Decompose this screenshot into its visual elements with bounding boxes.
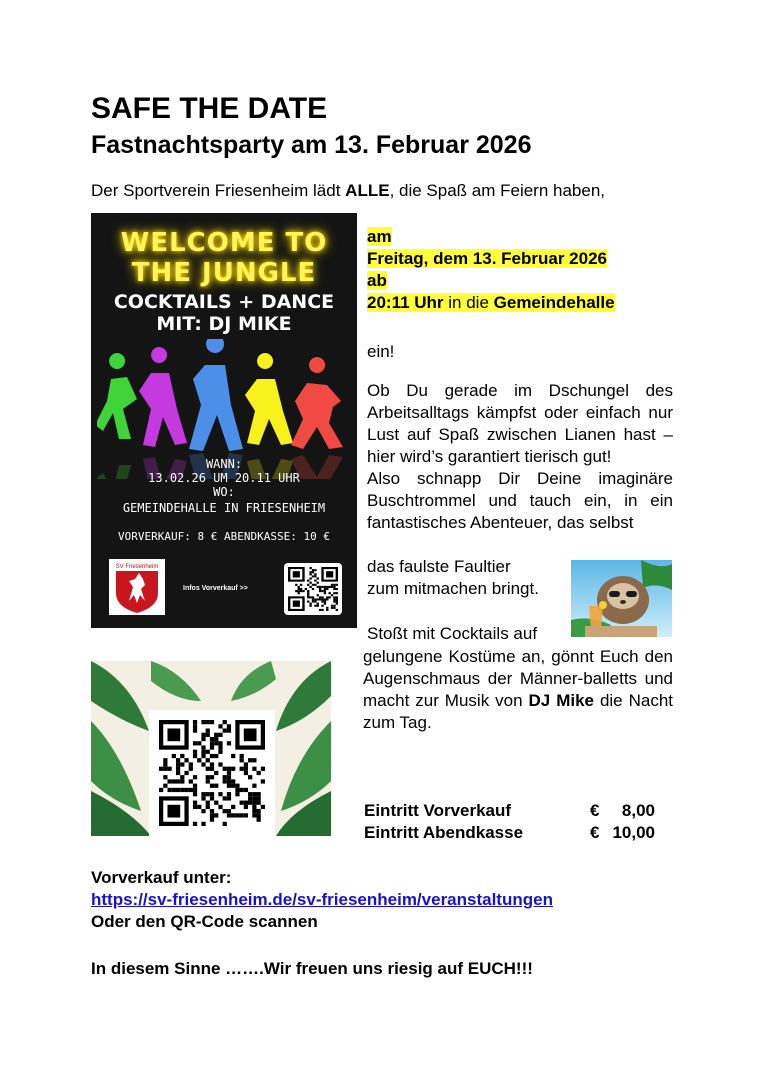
poster-presale-link: Infos Vorverkauf >>: [183, 585, 248, 592]
poster-where-label: WO:: [213, 485, 235, 499]
sloth-cocktail-image: [571, 560, 672, 637]
poster-headline: WELCOME TO: [120, 228, 328, 258]
body-paragraph-2c: zum mitmachen bringt.: [367, 579, 539, 598]
schedule-ein: ein!: [367, 342, 395, 361]
body-paragraph-3a: Stoßt mit Cocktails auf: [367, 624, 538, 643]
poster-subline: COCKTAILS + DANCE: [113, 291, 335, 313]
dancer-silhouette: [97, 353, 137, 439]
dancer-silhouette: [245, 353, 293, 445]
body-paragraph-3b: gelungene Kostüme an, gönnt Euch den Augenschmaus der Männer-balletts und macht zur Musik von DJ Mike die Nacht zum Tag.: [363, 647, 673, 732]
poster-when-label: WANN:: [205, 457, 243, 471]
poster-subline: MIT: DJ MIKE: [156, 313, 292, 335]
presale-qr-code-icon[interactable]: [149, 710, 275, 836]
schedule-am: am: [367, 227, 392, 246]
event-poster: [91, 213, 357, 628]
dancer-silhouette: [189, 339, 243, 451]
schedule-connector: in die: [443, 293, 494, 312]
poster-where-value: GEMEINDEHALLE IN FRIESENHEIM: [122, 501, 326, 515]
page-title: SAFE THE DATE: [91, 92, 328, 125]
body-paragraph-2b: das faulste Faultier: [367, 557, 511, 576]
poster-when-value: 13.02.26 UM 20.11 UHR: [148, 471, 300, 485]
qr-hint: Oder den QR-Code scannen: [91, 912, 318, 931]
event-schedule: [367, 226, 615, 314]
club-crest-icon: [109, 559, 165, 615]
schedule-time: 20:11 Uhr: [367, 293, 444, 312]
dancer-silhouette: [291, 357, 343, 449]
presale-label: Vorverkauf unter:: [91, 868, 232, 887]
poster-qr-code-icon: [284, 563, 342, 615]
closing-line: In diesem Sinne …….Wir freuen uns riesig auf EUCH!!!: [91, 959, 533, 978]
presale-url-link[interactable]: https://sv-friesenheim.de/sv-friesenheim/veranstaltungen: [91, 890, 553, 909]
page-subtitle: Fastnachtsparty am 13. Februar 2026: [91, 131, 532, 159]
schedule-venue: Gemeindehalle: [493, 293, 615, 312]
club-name: SV Friesenheim: [115, 564, 159, 570]
schedule-ab: ab: [367, 271, 387, 290]
schedule-date: Freitag, dem 13. Februar 2026: [367, 249, 607, 268]
poster-headline: THE JUNGLE: [131, 258, 317, 288]
poster-prices: VORVERKAUF: 8 € ABENDKASSE: 10 €: [118, 530, 330, 543]
dancer-silhouette: [139, 347, 187, 447]
body-paragraph-1: Ob Du gerade im Dschungel des Arbeitsalltags kämpfst oder einfach nur Lust auf Spaß zwischen Lianen hast – hier wird’s garantiert tierisch gut! Also schnapp Dir Deine imaginäre Buschtrommel und tauch ein, in ein fantastisches Abenteuer, das selbst: [367, 381, 673, 532]
intro-line: Der Sportverein Friesenheim lädt ALLE, die Spaß am Feiern haben,: [91, 181, 606, 200]
